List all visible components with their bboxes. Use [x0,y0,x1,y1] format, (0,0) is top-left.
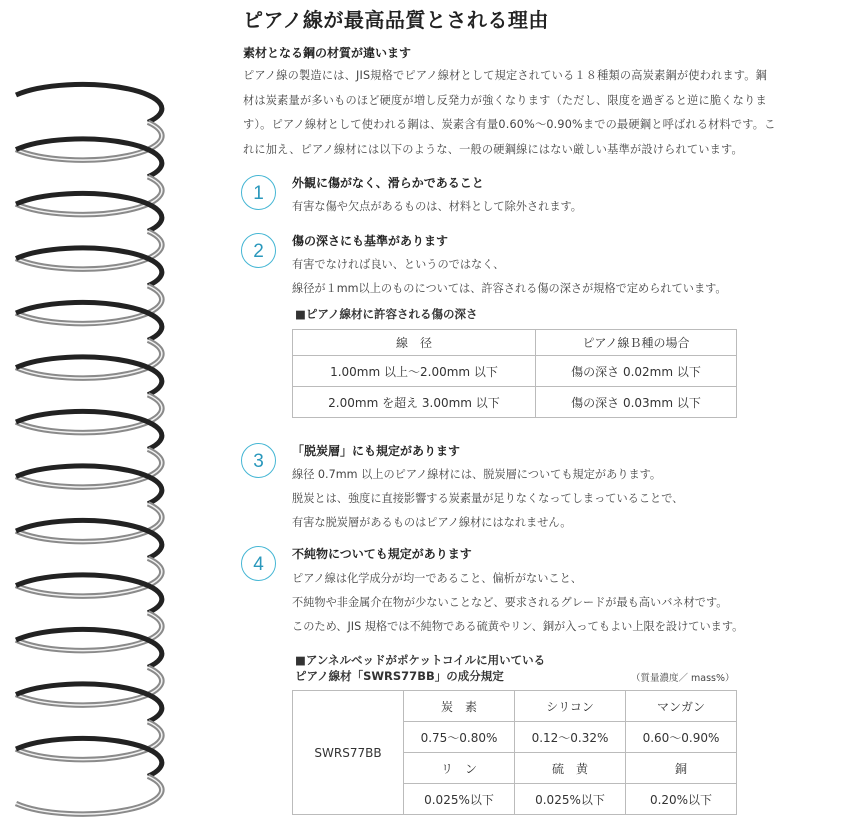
section-heading: 素材となる鋼の材質が違います [243,46,412,60]
table2-value: 0.60〜0.90% [626,722,737,753]
flaw-depth-table [292,329,737,418]
item-4-text: このため、JIS 規格では不純物である硫黄やリン、銅が入ってもよい上限を設けています。 [292,620,744,633]
number-badge-2: 2 [241,233,276,268]
spring-coil-front [16,776,162,814]
item-1-text: 有害な傷や欠点があるものは、材料として除外されます。 [292,200,582,213]
intro-line: れに加え、ピアノ線材には以下のような、一般の硬鋼線にはない厳しい基準が設けられています。 [243,142,743,156]
table2-header: 硫 黄 [515,753,626,784]
table2-header: リ ン [404,753,515,784]
table2-value: 0.12〜0.32% [515,722,626,753]
table2-header: マンガン [626,691,737,722]
item-1-title: 外観に傷がなく、滑らかであること [292,176,484,190]
table1-cell: 2.00mm を超え 3.00mm 以下 [293,387,536,418]
table2-header: 炭 素 [404,691,515,722]
item-3-text: 線径 0.7mm 以上のピアノ線材には、脱炭層についても規定があります。 [292,468,662,481]
table2-value: 0.025%以下 [404,784,515,815]
intro-line: す）。ピアノ線材として使われる鋼は、炭素含有量0.60%〜0.90%までの最硬鋼と呼ばれる材料です。こ [243,118,776,131]
table2-caption: ■アンネルベッドがポケットコイルに用いている [295,653,546,667]
intro-line: ピアノ線の製造には、JIS規格でピアノ線材として規定されている１８種類の高炭素鋼が使われます。鋼 [243,69,768,82]
item-3-title: 「脱炭層」にも規定があります [292,444,461,458]
table2-header: シリコン [515,691,626,722]
table1-cell: 傷の深さ 0.03mm 以下 [536,387,737,418]
table2-header: 銅 [626,753,737,784]
item-2-text: 線径が１mm以上のものについては、許容される傷の深さが規格で定められています。 [292,282,727,295]
table2-value: 0.025%以下 [515,784,626,815]
table1-cell: 傷の深さ 0.02mm 以下 [536,356,737,387]
spring-coil-image [0,60,170,820]
table1-header: ピアノ線Ｂ種の場合 [536,330,737,356]
page-title: ピアノ線が最高品質とされる理由 [243,8,549,32]
table1-header: 線 径 [293,330,536,356]
item-4-text: ピアノ線は化学成分が均一であること、偏析がないこと、 [292,572,582,585]
table1-caption: ■ピアノ線材に許容される傷の深さ [295,307,478,321]
intro-paragraph [243,64,850,162]
item-3-text: 脱炭とは、強度に直接影響する炭素量が足りなくなってしまっていることで、 [292,492,684,505]
item-4-title: 不純物についても規定があります [292,547,472,561]
spring-coil-back [16,84,162,122]
table2-row-label: SWRS77BB [293,691,404,815]
table2-value: 0.20%以下 [626,784,737,815]
table1-cell: 1.00mm 以上〜2.00mm 以下 [293,356,536,387]
number-badge-4: 4 [241,546,276,581]
table2-unit: （質量濃度／ mass%） [631,673,735,684]
item-3-text: 有害な脱炭層があるものはピアノ線材にはなれません。 [292,516,572,529]
composition-table [292,690,737,815]
item-2-title: 傷の深さにも基準があります [292,234,449,248]
intro-line: 材は炭素量が多いものほど硬度が増し反発力が強くなります（ただし、限度を過ぎると逆に脆くなりま [243,93,767,107]
table2-caption: ピアノ線材「SWRS77BB」の成分規定 [295,669,504,683]
item-2-text: 有害でなければ良い、というのではなく、 [292,258,505,271]
item-4-text: 不純物や非金属介在物が少ないことなど、要求されるグレードが最も高いバネ材です。 [292,596,728,609]
number-badge-1: 1 [241,175,276,210]
table2-value: 0.75〜0.80% [404,722,515,753]
number-badge-3: 3 [241,443,276,478]
